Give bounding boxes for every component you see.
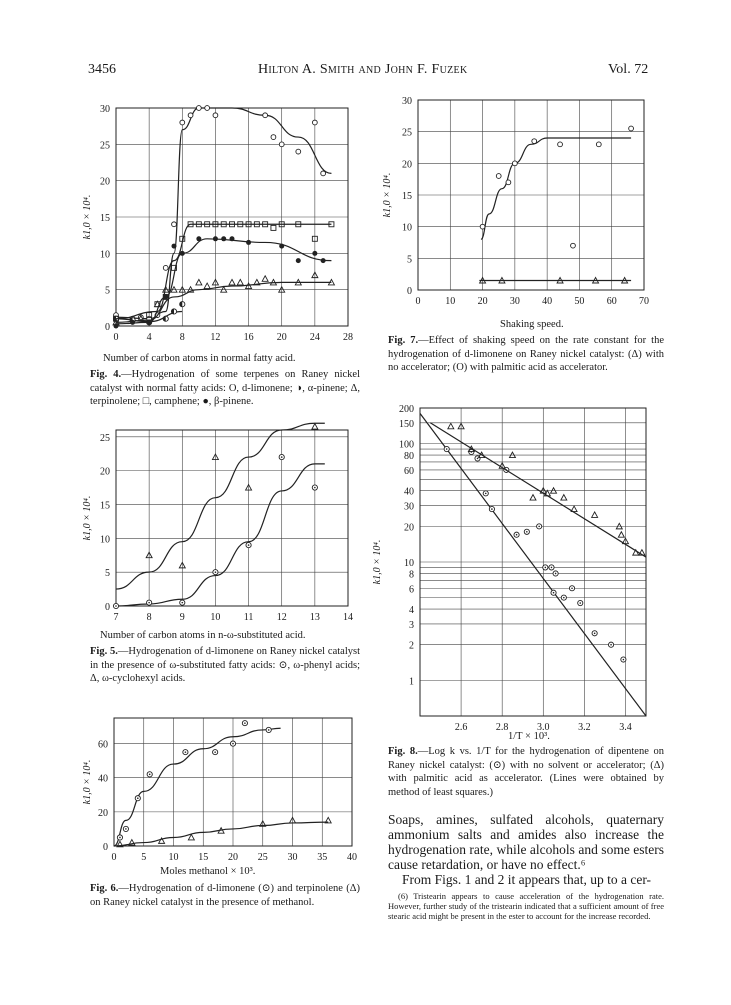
- x-tick-label: 4: [146, 332, 152, 343]
- figure-6-caption-text: —Hydrogenation of d-limonene (⊙) and terpinolene (Δ) on Raney nickel catalyst in the presence of methanol.: [90, 883, 360, 908]
- data-point-triangle: [618, 532, 624, 538]
- y-tick-label: 15: [100, 500, 110, 512]
- y-tick-label: 2: [409, 640, 414, 652]
- data-point-filled: [130, 320, 135, 325]
- data-point-dotcircle: [553, 571, 558, 576]
- x-tick-label: 8: [179, 332, 185, 343]
- data-point-circle: [512, 161, 517, 166]
- data-point-dotcircle: [213, 750, 218, 755]
- y-tick-label: 20: [100, 466, 110, 478]
- x-tick-label: 10: [210, 612, 221, 623]
- data-point-dotcircle: [549, 565, 554, 570]
- figure-5-caption-label: Fig. 5.: [90, 646, 118, 657]
- data-point-half: [180, 302, 185, 307]
- y-tick-label: 10: [100, 249, 110, 261]
- x-tick-label: 20: [276, 332, 287, 343]
- x-tick-label: 3.0: [537, 722, 550, 733]
- y-tick-label: 25: [402, 127, 412, 139]
- dot-circle-center: [555, 573, 557, 575]
- data-point-square: [271, 225, 276, 230]
- data-point-dotcircle: [569, 586, 574, 591]
- data-point-dotcircle: [489, 506, 494, 511]
- data-point-circle: [196, 106, 201, 111]
- dot-circle-center: [610, 644, 612, 646]
- y-tick-label: 10: [402, 222, 412, 234]
- dot-circle-center: [248, 544, 250, 546]
- y-tick-label: 0: [105, 322, 110, 333]
- data-point-dotcircle: [551, 590, 556, 595]
- data-point-half: [171, 309, 176, 314]
- data-point-dotcircle: [135, 796, 140, 801]
- dot-circle-center: [268, 729, 270, 731]
- series-1-curve: [114, 822, 328, 846]
- data-point-triangle: [530, 495, 536, 501]
- data-point-filled: [246, 240, 251, 245]
- y-tick-label: 20: [404, 522, 414, 534]
- x-tick-label: 40: [347, 852, 357, 863]
- y-axis-label: k1,0 × 10⁴.: [82, 495, 93, 541]
- dot-circle-center: [137, 797, 139, 799]
- data-point-circle: [163, 265, 168, 270]
- dot-circle-center: [551, 567, 553, 569]
- dot-circle-center: [314, 487, 316, 489]
- data-point-circle: [532, 139, 537, 144]
- data-point-circle: [596, 142, 601, 147]
- y-tick-label: 20: [98, 807, 108, 819]
- dot-circle-center: [125, 828, 127, 830]
- x-tick-label: 30: [287, 852, 298, 863]
- data-point-dotcircle: [279, 454, 284, 459]
- data-point-dotcircle: [113, 603, 118, 608]
- dot-circle-center: [545, 567, 547, 569]
- x-tick-label: 2.6: [454, 722, 468, 733]
- series-1-curve: [116, 464, 325, 606]
- dot-circle-center: [215, 571, 217, 573]
- dot-circle-center: [181, 602, 183, 604]
- dot-circle-center: [538, 526, 540, 528]
- figure-7-caption: [388, 334, 664, 375]
- x-tick-label: 24: [309, 332, 320, 343]
- x-tick-label: 7: [113, 612, 119, 623]
- y-tick-label: 10: [100, 534, 110, 546]
- dot-circle-center: [148, 602, 150, 604]
- data-point-filled: [196, 236, 201, 241]
- data-point-dotcircle: [312, 485, 317, 490]
- dot-circle-center: [579, 602, 581, 604]
- y-tick-label: 1: [409, 676, 414, 688]
- body-paragraph-2: From Figs. 1 and 2 it appears that, up to a cer-: [402, 872, 652, 887]
- x-tick-label: 12: [210, 332, 221, 343]
- data-point-dotcircle: [213, 570, 218, 575]
- data-point-triangle: [229, 279, 235, 285]
- data-point-triangle: [237, 279, 243, 285]
- x-tick-label: 10: [168, 852, 179, 863]
- data-point-triangle: [561, 495, 567, 501]
- figure-4-caption-text: —Hydrogenation of some terpenes on Raney nickel catalyst with normal fatty acids: O, d-limonene; ◑, α-pinene; Δ, terpinolene; □, camphene; ●, β-pinene.: [90, 369, 360, 407]
- x-tick-label: 25: [257, 852, 268, 863]
- data-point-filled: [296, 258, 301, 263]
- x-tick-label: 10: [445, 296, 456, 307]
- figure-4-caption: [90, 368, 360, 409]
- data-point-filled: [230, 236, 235, 241]
- data-point-dotcircle: [537, 524, 542, 529]
- y-tick-label: 5: [407, 254, 412, 266]
- figure-4-xlabel: Number of carbon atoms in normal fatty acid.: [103, 353, 296, 364]
- data-point-filled: [221, 236, 226, 241]
- data-point-dotcircle: [230, 741, 235, 746]
- x-tick-label: 20: [228, 852, 238, 863]
- y-tick-label: 0: [103, 842, 108, 853]
- x-tick-label: 40: [542, 296, 553, 307]
- data-point-filled: [114, 324, 119, 329]
- y-tick-label: 6: [409, 584, 414, 596]
- x-tick-label: 50: [574, 296, 585, 307]
- data-point-triangle: [312, 424, 318, 430]
- dot-circle-center: [563, 597, 565, 599]
- data-point-circle: [321, 171, 326, 176]
- y-tick-label: 150: [399, 418, 414, 430]
- x-tick-label: 13: [309, 612, 320, 623]
- data-point-triangle: [325, 817, 331, 823]
- x-tick-label: 30: [509, 296, 520, 307]
- dot-circle-center: [214, 751, 216, 753]
- data-point-dotcircle: [266, 727, 271, 732]
- data-point-circle: [180, 120, 185, 125]
- y-tick-label: 15: [402, 191, 412, 202]
- y-axis-label: k1,0 × 10⁴.: [82, 759, 93, 805]
- y-tick-label: 40: [98, 773, 108, 785]
- y-tick-label: 25: [100, 140, 110, 152]
- data-point-dotcircle: [578, 600, 583, 605]
- data-point-filled: [163, 294, 168, 299]
- y-tick-label: 60: [98, 739, 108, 751]
- data-point-circle: [558, 142, 563, 147]
- figure-6-xlabel: Moles methanol × 10³.: [160, 866, 256, 877]
- dot-circle-center: [119, 837, 121, 839]
- y-tick-label: 30: [402, 96, 412, 107]
- data-point-triangle: [262, 276, 268, 282]
- data-point-circle: [496, 174, 501, 179]
- dot-circle-center: [115, 605, 117, 607]
- data-point-dotcircle: [117, 835, 122, 840]
- data-point-dotcircle: [543, 565, 548, 570]
- data-point-triangle: [188, 834, 194, 840]
- figure-7-xlabel: Shaking speed.: [500, 319, 564, 330]
- x-tick-label: 5: [141, 852, 147, 863]
- y-tick-label: 4: [409, 605, 414, 617]
- series-0-curve: [420, 413, 646, 716]
- x-tick-label: 70: [639, 296, 649, 307]
- data-point-filled: [321, 258, 326, 263]
- data-point-circle: [312, 120, 317, 125]
- body-paragraph: Soaps, amines, sulfated alcohols, quaternary ammonium salts and amides also increase the hydrogenation rate, while alcohols and some esters cause retardation, or have no effect.⁶: [388, 812, 664, 872]
- series-0-curve: [481, 138, 631, 239]
- x-tick-label: 28: [343, 332, 353, 343]
- y-axis-label: k1,0 × 10⁴.: [372, 539, 383, 585]
- data-point-circle: [571, 243, 576, 248]
- data-point-circle: [279, 142, 284, 147]
- y-tick-label: 10: [404, 558, 414, 569]
- y-tick-label: 30: [404, 501, 414, 513]
- y-tick-label: 30: [100, 104, 110, 115]
- data-point-dotcircle: [621, 657, 626, 662]
- page-number: 3456: [88, 62, 116, 77]
- y-tick-label: 80: [404, 451, 414, 463]
- dot-circle-center: [232, 743, 234, 745]
- dot-circle-center: [571, 587, 573, 589]
- data-point-filled: [312, 251, 317, 256]
- y-tick-label: 20: [402, 159, 412, 171]
- running-head-authors: Hilton A. Smith and John F. Fuzek: [258, 62, 468, 77]
- x-tick-label: 35: [317, 852, 328, 863]
- data-point-filled: [279, 244, 284, 249]
- x-tick-label: 14: [343, 612, 353, 623]
- data-point-triangle: [592, 512, 598, 518]
- dot-circle-center: [244, 722, 246, 724]
- x-tick-label: 0: [415, 296, 421, 307]
- figure-7-chart: [378, 92, 658, 322]
- data-point-triangle: [204, 283, 210, 289]
- dot-circle-center: [185, 751, 187, 753]
- data-point-dotcircle: [123, 826, 128, 831]
- volume-number: Vol. 72: [608, 62, 649, 77]
- data-point-filled: [180, 251, 185, 256]
- x-tick-label: 11: [243, 612, 254, 623]
- figure-7-caption-label: Fig. 7.: [388, 335, 419, 346]
- series-1-curve: [430, 423, 646, 557]
- x-tick-label: 20: [477, 296, 488, 307]
- data-point-circle: [188, 113, 193, 118]
- data-point-dotcircle: [561, 595, 566, 600]
- x-tick-label: 60: [606, 296, 617, 307]
- data-point-circle: [506, 180, 511, 185]
- x-tick-label: 12: [276, 612, 287, 623]
- dot-circle-center: [491, 508, 493, 510]
- x-tick-label: 3.2: [578, 722, 591, 733]
- figure-5-caption-text: —Hydrogenation of d-limonene on Raney nickel catalyst in the presence of ω-substituted fatty acids: ⊙, ω-phenyl acids; Δ, ω-cyclohexyl acids.: [90, 646, 360, 684]
- dot-circle-center: [149, 774, 151, 776]
- data-point-circle: [271, 135, 276, 140]
- data-point-circle: [213, 113, 218, 118]
- x-tick-label: 16: [243, 332, 254, 343]
- figure-4-chart: [78, 100, 358, 360]
- figure-6-chart: [78, 710, 363, 870]
- data-point-dotcircle: [444, 446, 449, 451]
- data-point-filled: [213, 236, 218, 241]
- figure-8-chart: [368, 400, 663, 740]
- y-tick-label: 3: [409, 619, 414, 631]
- data-point-triangle: [571, 506, 577, 512]
- y-tick-label: 60: [404, 465, 414, 477]
- y-tick-label: 0: [105, 602, 110, 613]
- x-tick-label: 3.4: [619, 722, 632, 733]
- dot-circle-center: [526, 531, 528, 533]
- data-point-dotcircle: [147, 600, 152, 605]
- figure-8-caption-label: Fig. 8.: [388, 746, 418, 757]
- data-point-dotcircle: [180, 600, 185, 605]
- dot-circle-center: [516, 534, 518, 536]
- y-axis-label: k1,0 × 10⁴.: [82, 194, 93, 240]
- data-point-dotcircle: [592, 631, 597, 636]
- y-tick-label: 5: [105, 568, 110, 580]
- data-point-dotcircle: [608, 642, 613, 647]
- data-point-dotcircle: [246, 542, 251, 547]
- y-tick-label: 25: [100, 432, 110, 444]
- dot-circle-center: [446, 448, 448, 450]
- y-tick-label: 8: [409, 569, 414, 581]
- y-tick-label: 0: [407, 286, 412, 297]
- x-tick-label: 0: [113, 332, 119, 343]
- x-tick-label: 8: [146, 612, 152, 623]
- figure-8-caption-text: —Log k vs. 1/T for the hydrogenation of dipentene on Raney nickel catalyst: (⊙) with no solvent or accelerator; (Δ) with palmitic acid as accelerator. (Lines were obtained by method of least squares.): [388, 746, 664, 798]
- series-0-curve: [116, 423, 325, 589]
- y-tick-label: 200: [399, 404, 414, 415]
- data-point-circle: [263, 113, 268, 118]
- figure-5-xlabel: Number of carbon atoms in n-ω-substituted acid.: [100, 630, 306, 641]
- x-tick-label: 9: [179, 612, 185, 623]
- figure-4-caption-label: Fig. 4.: [90, 369, 122, 380]
- x-tick-label: 15: [198, 852, 209, 863]
- data-point-filled: [147, 320, 152, 325]
- data-point-dotcircle: [514, 532, 519, 537]
- data-point-triangle: [448, 423, 454, 429]
- figure-6-caption: [90, 882, 360, 909]
- y-tick-label: 15: [100, 213, 110, 224]
- y-tick-label: 20: [100, 176, 110, 188]
- y-tick-label: 40: [404, 486, 414, 498]
- dot-circle-center: [485, 493, 487, 495]
- figure-7-caption-text: —Effect of shaking speed on the rate constant for the hydrogenation of d-limonene on Raney nickel catalyst: (Δ) with no accelerator; (O) with palmitic acid as accelerator.: [388, 335, 664, 373]
- data-point-dotcircle: [242, 721, 247, 726]
- dot-circle-center: [281, 456, 283, 458]
- x-tick-label: 0: [111, 852, 117, 863]
- figure-5-chart: [78, 420, 358, 630]
- data-point-dotcircle: [524, 529, 529, 534]
- x-tick-label: 2.8: [495, 722, 509, 733]
- data-point-circle: [205, 106, 210, 111]
- data-point-circle: [480, 224, 485, 229]
- data-point-dotcircle: [147, 772, 152, 777]
- data-point-filled: [172, 244, 177, 249]
- figure-5-caption: [90, 645, 360, 686]
- dot-circle-center: [553, 592, 555, 594]
- data-point-circle: [172, 222, 177, 227]
- y-axis-label: k1,0 × 10⁴.: [382, 172, 393, 218]
- figure-8-xlabel: 1/T × 10³.: [508, 731, 550, 742]
- data-point-dotcircle: [483, 491, 488, 496]
- y-tick-label: 5: [105, 285, 110, 297]
- figure-6-caption-label: Fig. 6.: [90, 883, 119, 894]
- data-point-circle: [296, 149, 301, 154]
- figure-8-caption: [388, 745, 664, 799]
- data-point-circle: [629, 126, 634, 131]
- plot-frame: [116, 430, 348, 606]
- data-point-triangle: [196, 279, 202, 285]
- y-tick-label: 100: [399, 439, 414, 451]
- series-0-curve: [114, 728, 281, 846]
- data-point-half: [163, 316, 168, 321]
- dot-circle-center: [623, 659, 625, 661]
- dot-circle-center: [594, 632, 596, 634]
- data-point-dotcircle: [183, 750, 188, 755]
- footnote: (6) Tristearin appears to cause acceleration of the hydrogenation rate. However, further study of the tristearin indicated that a sufficient amount of free stearic acid might be present in the ester to account for the increase recorded.: [388, 891, 664, 921]
